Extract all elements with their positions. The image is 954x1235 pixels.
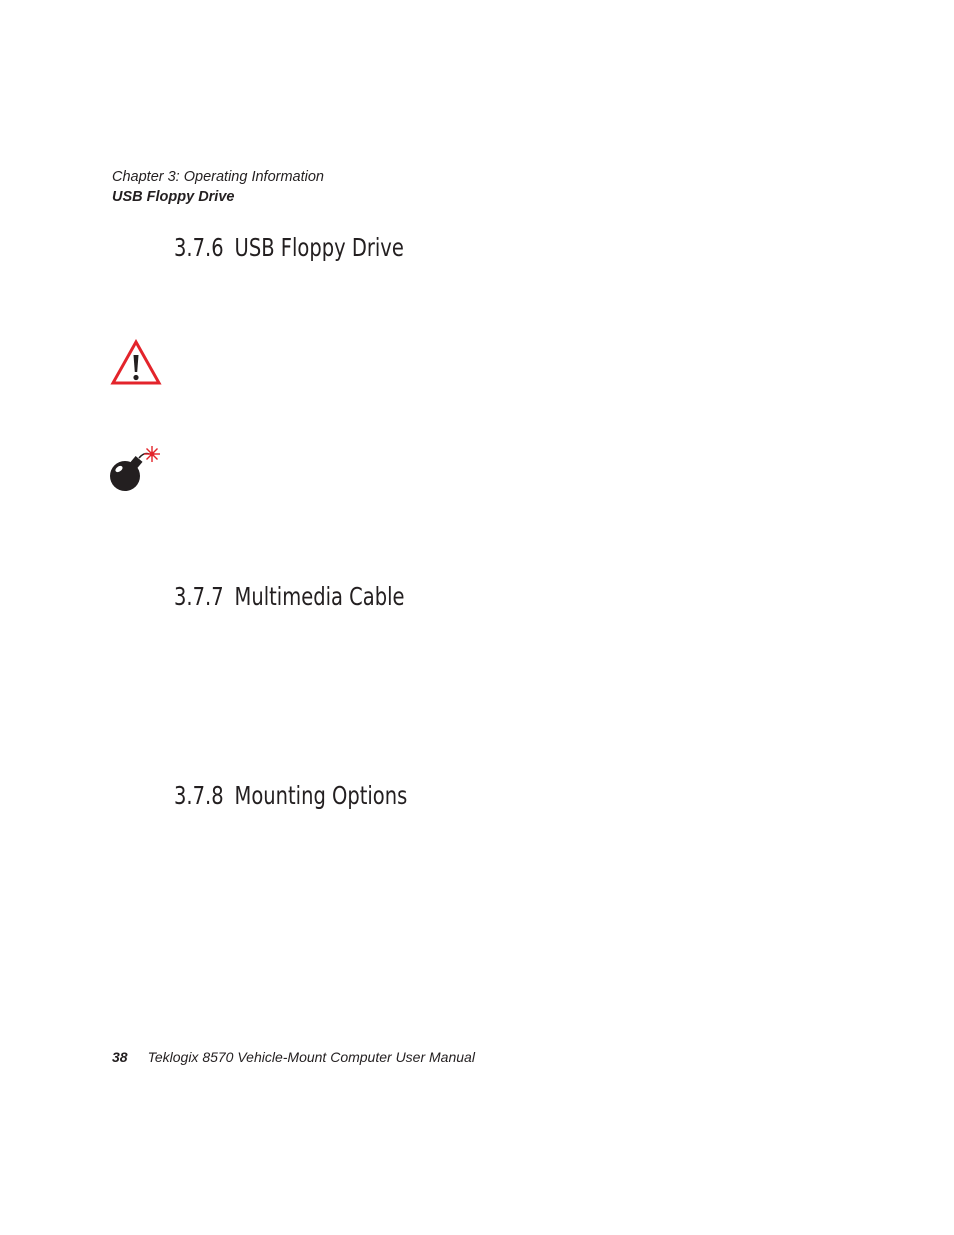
section-heading-3-7-7 [174,582,405,612]
running-section-title: USB Floppy Drive [112,189,235,205]
section-number: 3.7.7 [174,582,224,611]
chapter-title: Chapter 3: Operating Information [112,169,324,185]
page-number: 38 [112,1049,128,1065]
section-number: 3.7.8 [174,781,224,810]
page-footer [112,1047,475,1067]
bomb-icon [108,444,164,494]
manual-title: Teklogix 8570 Vehicle-Mount Computer User Manual [147,1049,475,1065]
warning-triangle-icon [110,339,162,386]
section-title: Multimedia Cable [234,582,405,611]
section-title: USB Floppy Drive [234,233,404,262]
section-heading-3-7-6 [174,233,404,263]
section-number: 3.7.6 [174,233,224,262]
section-heading-3-7-8 [174,781,407,811]
running-header [112,167,324,207]
section-title: Mounting Options [234,781,408,810]
